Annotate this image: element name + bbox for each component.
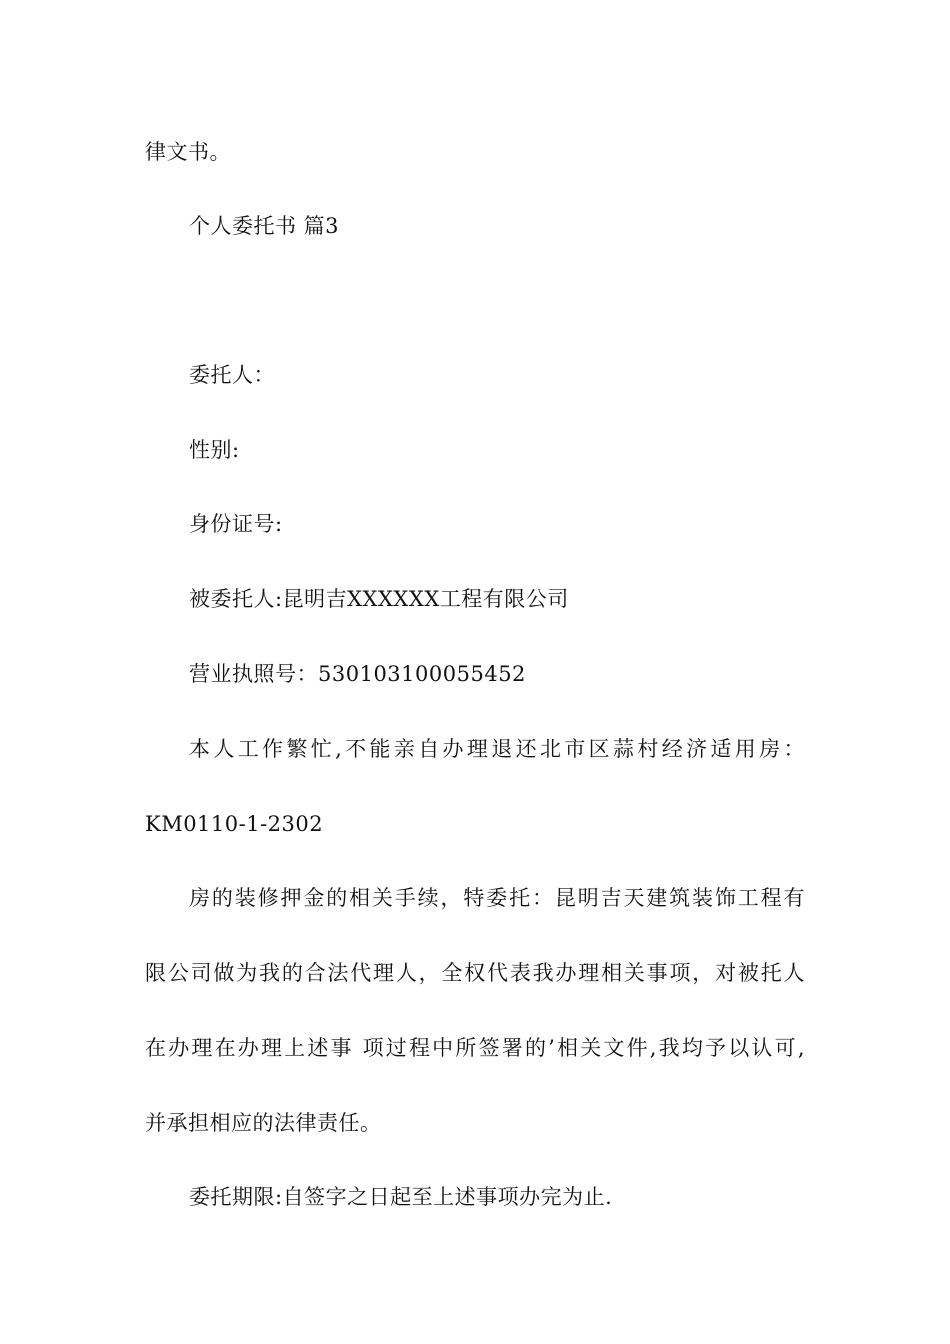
field-id-number: 身份证号: bbox=[189, 512, 283, 536]
field-gender: 性别: bbox=[189, 438, 240, 462]
body-paragraph-line: 本人工作繁忙,不能亲自办理退还北市区蒜村经济适用房： bbox=[189, 737, 805, 761]
body-paragraph-line: KM0110-1-2302 bbox=[145, 812, 324, 836]
body-paragraph-line: 限公司做为我的合法代理人，全权代表我办理相关事项，对被托人 bbox=[145, 961, 805, 985]
body-paragraph-line: 在办理在办理上述事 项过程中所签署的’相关文件,我均予以认可, bbox=[145, 1036, 805, 1060]
paragraph-continuation: 律文书。 bbox=[145, 140, 231, 164]
field-agent: 被委托人:昆明吉XXXXXX工程有限公司 bbox=[189, 587, 569, 611]
field-term: 委托期限:自签字之日起至上述事项办完为止. bbox=[189, 1185, 613, 1209]
body-paragraph-line: 房的装修押金的相关手续，特委托：昆明吉天建筑装饰工程有 bbox=[189, 886, 805, 910]
field-principal: 委托人： bbox=[189, 363, 275, 387]
field-license-number: 营业执照号：530103100055452 bbox=[189, 662, 526, 686]
body-paragraph-line: 并承担相应的法律责任。 bbox=[145, 1111, 382, 1135]
section-heading: 个人委托书 篇3 bbox=[189, 214, 340, 238]
